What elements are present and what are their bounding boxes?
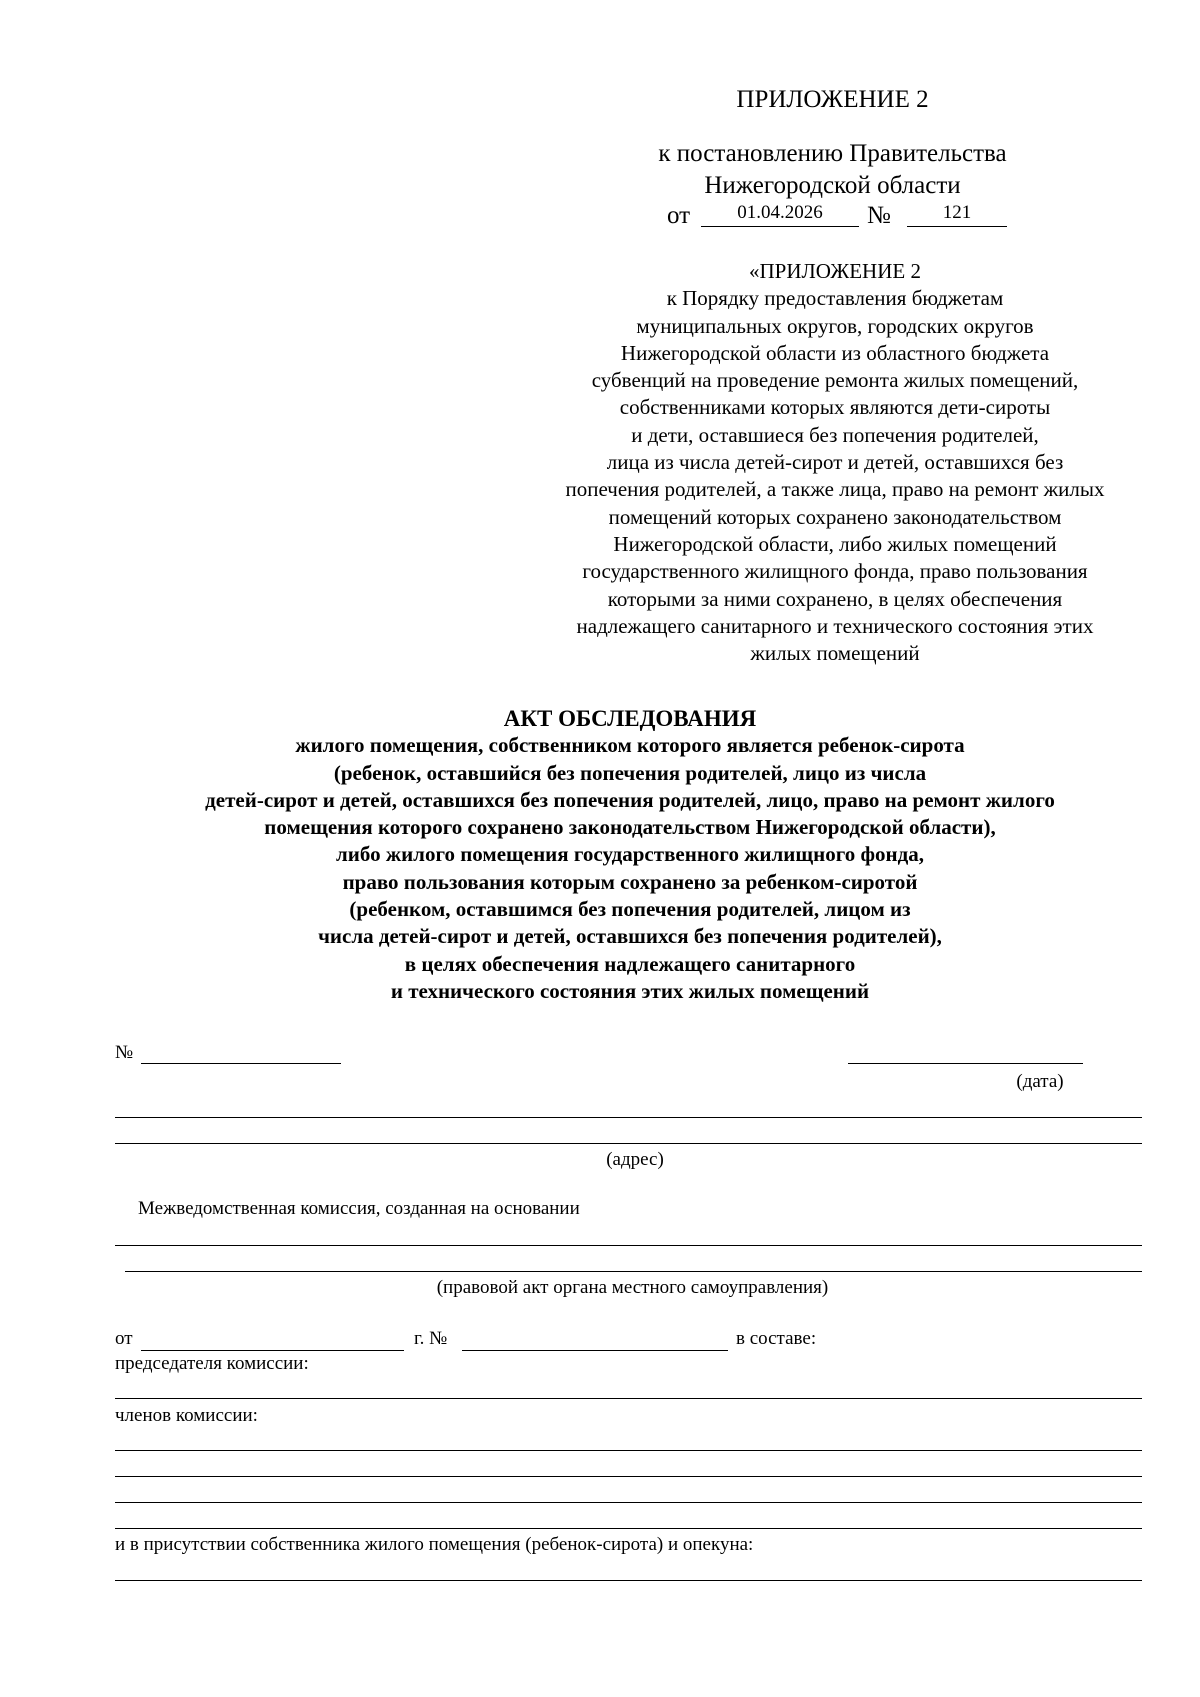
- order-line-14: надлежащего санитарного и технического состояния этих: [576, 613, 1094, 638]
- address-field-line-2[interactable]: [115, 1143, 1142, 1144]
- members-field-line-4[interactable]: [115, 1528, 1142, 1529]
- decree-from-label: от: [667, 202, 691, 229]
- order-line-11: Нижегородской области, либо жилых помещений: [613, 531, 1057, 556]
- order-line-10: помещений которых сохранено законодательством: [608, 504, 1062, 529]
- order-annex-reference: [515, 258, 1155, 667]
- act-subtitle-line-3: детей-сирот и детей, оставшихся без попечения родителей, лицо, право на ремонт жилого: [205, 787, 1055, 812]
- act-number-field[interactable]: [141, 1063, 341, 1064]
- decree-line-2: Нижегородской области: [704, 172, 961, 199]
- decree-number-label: №: [867, 202, 891, 229]
- presence-field[interactable]: [115, 1580, 1142, 1581]
- address-caption: (адрес): [606, 1149, 664, 1170]
- act-subtitle-line-5: либо жилого помещения государственного жилищного фонда,: [335, 842, 924, 867]
- legal-act-caption: (правовой акт органа местного самоуправления): [436, 1277, 829, 1298]
- legal-act-field-line-1[interactable]: [115, 1245, 1142, 1246]
- legal-act-date-field[interactable]: [141, 1350, 404, 1351]
- act-subtitle-line-7: (ребенком, оставшимся без попечения родителей, лицом из: [349, 897, 911, 922]
- decree-line-1: к постановлению Правительства: [658, 140, 1007, 167]
- decree-date-field[interactable]: 01.04.2026: [701, 202, 859, 227]
- order-line-3: муниципальных округов, городских округов: [636, 313, 1034, 338]
- act-subtitle-line-8: числа детей-сирот и детей, оставшихся без попечения родителей),: [318, 924, 942, 949]
- act-subtitle-line-9: в целях обеспечения надлежащего санитарного: [404, 951, 856, 976]
- act-date-field[interactable]: [848, 1063, 1083, 1064]
- order-line-1: «ПРИЛОЖЕНИЕ 2: [749, 259, 921, 283]
- decree-number-field[interactable]: 121: [907, 202, 1007, 227]
- order-line-6: собственниками которых являются дети-сироты: [619, 395, 1051, 420]
- legal-act-number-field[interactable]: [462, 1350, 728, 1351]
- composition-label: в составе:: [736, 1328, 817, 1349]
- decree-reference: [610, 138, 1055, 202]
- act-from-label: от: [115, 1328, 133, 1349]
- order-line-4: Нижегородской области из областного бюджета: [620, 340, 1050, 365]
- order-line-2: к Порядку предоставления бюджетам: [666, 286, 1004, 311]
- members-field-line-1[interactable]: [115, 1450, 1142, 1451]
- legal-act-field-line-2[interactable]: [125, 1271, 1142, 1272]
- decree-date-number: [667, 200, 1007, 236]
- order-line-13: которыми за ними сохранено, в целях обеспечения: [607, 586, 1063, 611]
- act-title: АКТ ОБСЛЕДОВАНИЯ: [503, 706, 757, 731]
- act-subtitle-line-6: право пользования которым сохранено за ребенком-сиротой: [342, 869, 918, 894]
- members-field-line-3[interactable]: [115, 1502, 1142, 1503]
- act-subtitle-line-2: (ребенок, оставшийся без попечения родителей, лицо из числа: [333, 760, 927, 785]
- date-caption: (дата): [1016, 1071, 1064, 1092]
- order-line-15: жилых помещений: [750, 641, 920, 666]
- chairman-label: председателя комиссии:: [115, 1353, 309, 1374]
- act-subtitle-line-10: и технического состояния этих жилых помещений: [390, 978, 870, 1003]
- year-number-label: г. №: [414, 1328, 448, 1349]
- order-line-5: субвенций на проведение ремонта жилых помещений,: [591, 368, 1079, 393]
- act-subtitle-line-4: помещения которого сохранено законодательством Нижегородской области),: [264, 815, 996, 840]
- chairman-field[interactable]: [115, 1398, 1142, 1399]
- presence-text: и в присутствии собственника жилого помещения (ребенок-сирота) и опекуна:: [115, 1534, 754, 1555]
- order-line-9: попечения родителей, а также лица, право на ремонт жилых: [565, 477, 1105, 502]
- order-line-12: государственного жилищного фонда, право пользования: [582, 559, 1088, 584]
- order-line-7: и дети, оставшиеся без попечения родителей,: [631, 422, 1039, 447]
- address-field-line-1[interactable]: [115, 1117, 1142, 1118]
- members-label: членов комиссии:: [115, 1405, 258, 1426]
- annex-title: ПРИЛОЖЕНИЕ 2: [736, 86, 929, 113]
- act-subtitle-line-1: жилого помещения, собственником которого является ребенок-сирота: [295, 733, 965, 758]
- act-number-label: №: [115, 1042, 134, 1063]
- order-line-8: лица из числа детей-сирот и детей, оставшихся без: [606, 450, 1064, 475]
- members-field-line-2[interactable]: [115, 1476, 1142, 1477]
- act-title-block: [90, 705, 1170, 1005]
- commission-text: Межведомственная комиссия, созданная на основании: [138, 1198, 580, 1219]
